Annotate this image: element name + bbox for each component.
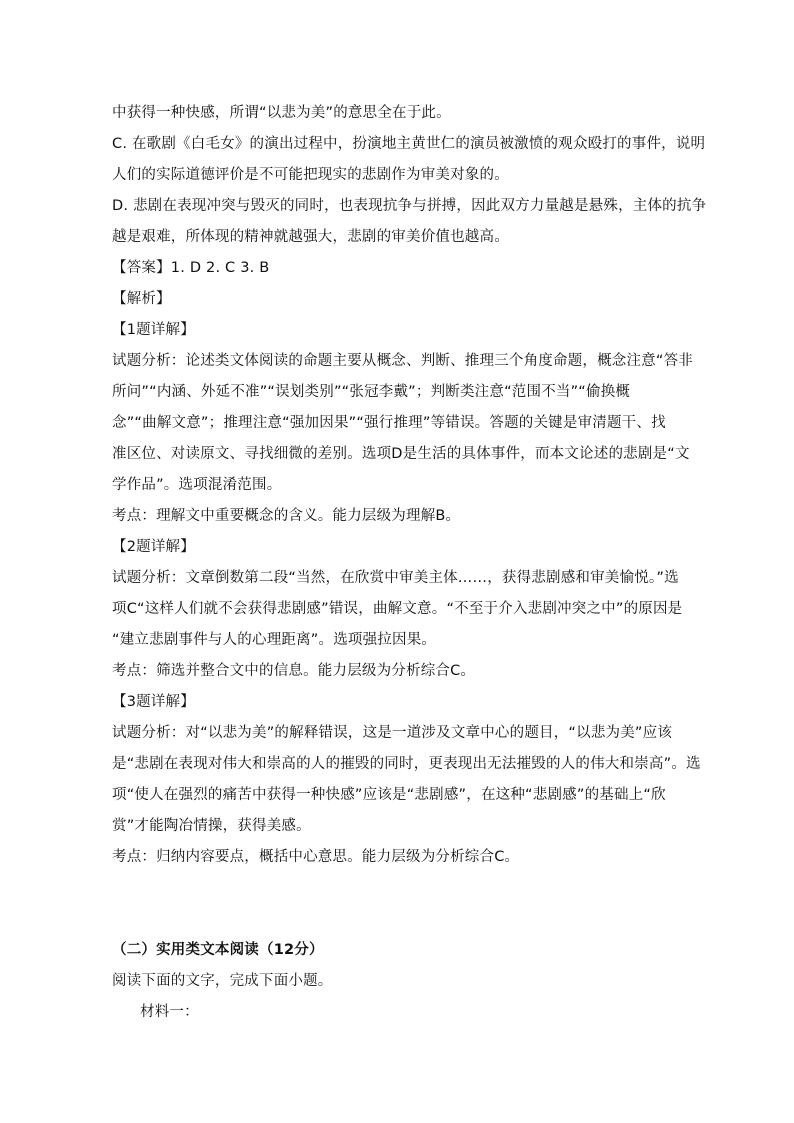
q2-point-line: 考点：筛选并整合文中的信息。能力层级为分析综合C。 xyxy=(112,663,476,679)
text-line: 越是艰难，所体现的精神就越强大，悲剧的审美价值也越高。 xyxy=(112,229,509,245)
text-line: 学作品”。选项混淆范围。 xyxy=(112,477,282,493)
q1-point-line: 考点：理解文中重要概念的含义。能力层级为理解B。 xyxy=(112,508,461,524)
q2-heading: 【2题详解】 xyxy=(112,539,195,555)
text-line: 所问”“内涵、外延不准”“误划类别”“张冠李戴”；判断类注意“范围不当”“偷换概 xyxy=(112,384,631,400)
material-label: 材料一： xyxy=(140,1004,199,1020)
text-line: 人们的实际道德评价是不可能把现实的悲剧作为审美对象的。 xyxy=(112,167,509,183)
text-line: 是“悲剧在表现对伟大和崇高的人的摧毁的同时，更表现出无法摧毁的人的伟大和崇高”。选 xyxy=(112,756,701,772)
section-spacer xyxy=(112,873,687,935)
q3-heading: 【3题详解】 xyxy=(112,694,195,710)
q1-heading: 【1题详解】 xyxy=(112,322,195,338)
section-heading: （二）实用类文本阅读（12分） xyxy=(112,942,324,958)
document-page xyxy=(112,98,707,1028)
option-d-line: D. 悲剧在表现冲突与毁灭的同时，也表现抗争与拼搏，因此双方力量越是悬殊，主体的抗争 xyxy=(112,198,707,214)
text-line: 试题分析：论述类文体阅读的命题主要从概念、判断、推理三个角度命题，概念注意“答非 xyxy=(112,353,694,369)
text-line: 念”“曲解文意”；推理注意“强加因果”“强行推理”等错误。答题的关键是审清题干、找 xyxy=(112,415,666,431)
q3-point-line: 考点：归纳内容要点，概括中心意思。能力层级为分析综合C。 xyxy=(112,849,520,865)
analysis-heading: 【解析】 xyxy=(112,291,171,307)
text-line: 中获得一种快感，所谓“以悲为美”的意思全在于此。 xyxy=(112,105,451,121)
instruction-line: 阅读下面的文字，完成下面小题。 xyxy=(112,973,333,989)
text-line: 赏”才能陶冶情操，获得美感。 xyxy=(112,818,311,834)
text-line: “建立悲剧事件与人的心理距离”。选项强拉因果。 xyxy=(112,632,437,648)
option-c-line: C. 在歌剧《白毛女》的演出过程中，扮演地主黄世仁的演员被激愤的观众殴打的事件，说明 xyxy=(112,136,706,152)
text-line: 准区位、对读原文、寻找细微的差别。选项D是生活的具体事件，而本文论述的悲剧是“文 xyxy=(112,446,690,462)
text-line: 项“使人在强烈的痛苦中获得一种快感”应该是“悲剧感”，在这种“悲剧感”的基础上“欣 xyxy=(112,787,666,803)
text-line: 试题分析：文章倒数第二段“当然，在欣赏中审美主体……，获得悲剧感和审美愉悦。”选 xyxy=(112,570,679,586)
text-line: 项C“这样人们就不会获得悲剧感”错误，曲解文意。“不至于介入悲剧冲突之中”的原因是 xyxy=(112,601,683,617)
answer-line: 【答案】1. D 2. C 3. B xyxy=(112,260,270,276)
text-line: 试题分析：对“以悲为美”的解释错误，这是一道涉及文章中心的题目，“以悲为美”应该 xyxy=(112,725,673,741)
